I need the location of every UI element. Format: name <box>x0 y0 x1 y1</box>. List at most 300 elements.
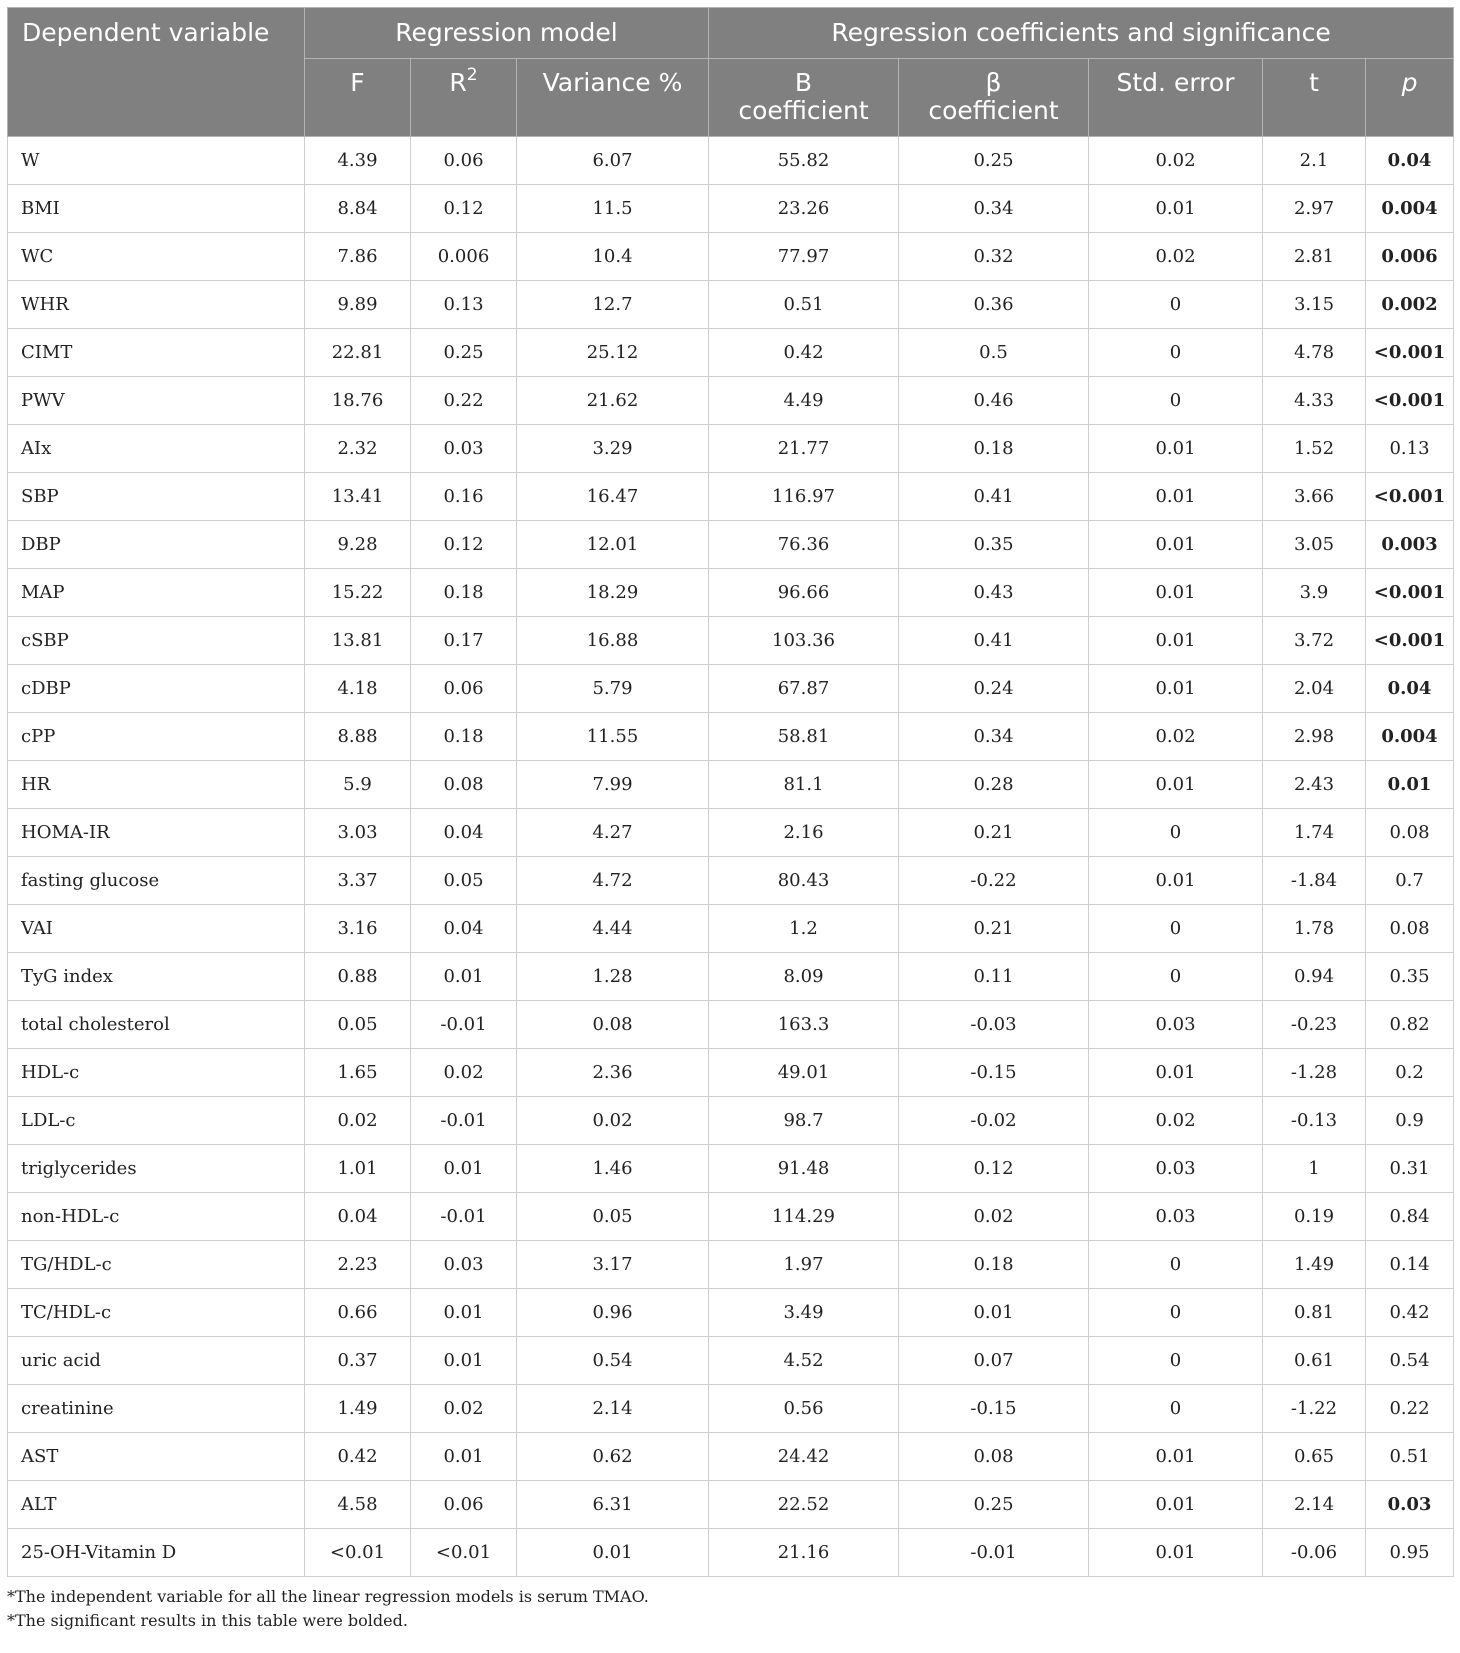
table-row <box>8 857 1454 905</box>
cell-b-coefficient: 0.51 <box>709 281 899 329</box>
table-row <box>8 953 1454 1001</box>
table-row <box>8 425 1454 473</box>
cell-t: -0.13 <box>1263 1097 1366 1145</box>
cell-f: 1.01 <box>305 1145 411 1193</box>
cell-variance: 2.36 <box>517 1049 709 1097</box>
cell-f: 9.28 <box>305 521 411 569</box>
cell-f: 1.65 <box>305 1049 411 1097</box>
header-b-line2: coefficient <box>738 96 869 125</box>
cell-p: 0.2 <box>1366 1049 1454 1097</box>
cell-dependent-variable: AST <box>8 1433 305 1481</box>
cell-dependent-variable: TC/HDL-c <box>8 1289 305 1337</box>
cell-beta-coefficient: 0.11 <box>899 953 1089 1001</box>
cell-beta-coefficient: -0.15 <box>899 1385 1089 1433</box>
cell-beta-coefficient: 0.18 <box>899 425 1089 473</box>
cell-r2: 0.01 <box>411 1337 517 1385</box>
cell-p: 0.13 <box>1366 425 1454 473</box>
cell-variance: 5.79 <box>517 665 709 713</box>
header-b-line1: B <box>794 68 813 97</box>
cell-dependent-variable: WC <box>8 233 305 281</box>
cell-std-error: 0 <box>1089 953 1263 1001</box>
cell-dependent-variable: CIMT <box>8 329 305 377</box>
cell-b-coefficient: 77.97 <box>709 233 899 281</box>
cell-variance: 11.5 <box>517 185 709 233</box>
cell-std-error: 0 <box>1089 329 1263 377</box>
cell-variance: 2.14 <box>517 1385 709 1433</box>
cell-b-coefficient: 49.01 <box>709 1049 899 1097</box>
cell-beta-coefficient: -0.15 <box>899 1049 1089 1097</box>
cell-f: 0.04 <box>305 1193 411 1241</box>
cell-t: 0.19 <box>1263 1193 1366 1241</box>
cell-r2: <0.01 <box>411 1529 517 1577</box>
table-body <box>8 137 1454 1577</box>
cell-std-error: 0.01 <box>1089 521 1263 569</box>
cell-beta-coefficient: 0.34 <box>899 185 1089 233</box>
table-row <box>8 569 1454 617</box>
cell-b-coefficient: 114.29 <box>709 1193 899 1241</box>
cell-std-error: 0 <box>1089 809 1263 857</box>
cell-dependent-variable: HDL-c <box>8 1049 305 1097</box>
table-row <box>8 233 1454 281</box>
cell-r2: 0.12 <box>411 521 517 569</box>
cell-p: 0.08 <box>1366 809 1454 857</box>
footnote-independent-variable: *The independent variable for all the linear regression models is serum TMAO. <box>7 1587 649 1606</box>
cell-beta-coefficient: -0.03 <box>899 1001 1089 1049</box>
cell-f: 18.76 <box>305 377 411 425</box>
header-r2 <box>411 59 517 137</box>
cell-beta-coefficient: 0.24 <box>899 665 1089 713</box>
cell-beta-coefficient: 0.34 <box>899 713 1089 761</box>
header-regression-model: Regression model <box>305 8 709 59</box>
cell-r2: 0.12 <box>411 185 517 233</box>
cell-dependent-variable: PWV <box>8 377 305 425</box>
cell-r2: 0.08 <box>411 761 517 809</box>
cell-p: 0.82 <box>1366 1001 1454 1049</box>
cell-std-error: 0 <box>1089 1241 1263 1289</box>
cell-dependent-variable: MAP <box>8 569 305 617</box>
table-row <box>8 617 1454 665</box>
cell-b-coefficient: 24.42 <box>709 1433 899 1481</box>
cell-r2: 0.01 <box>411 1145 517 1193</box>
table-row <box>8 1145 1454 1193</box>
cell-variance: 18.29 <box>517 569 709 617</box>
cell-t: 0.61 <box>1263 1337 1366 1385</box>
cell-f: 9.89 <box>305 281 411 329</box>
cell-t: -0.06 <box>1263 1529 1366 1577</box>
cell-t: -1.84 <box>1263 857 1366 905</box>
cell-f: 0.02 <box>305 1097 411 1145</box>
cell-std-error: 0 <box>1089 905 1263 953</box>
cell-b-coefficient: 55.82 <box>709 137 899 185</box>
cell-std-error: 0.01 <box>1089 1049 1263 1097</box>
cell-std-error: 0.01 <box>1089 425 1263 473</box>
cell-beta-coefficient: 0.36 <box>899 281 1089 329</box>
table-row <box>8 1193 1454 1241</box>
cell-dependent-variable: VAI <box>8 905 305 953</box>
cell-r2: 0.03 <box>411 425 517 473</box>
cell-p: 0.42 <box>1366 1289 1454 1337</box>
table-row <box>8 1097 1454 1145</box>
cell-p: 0.31 <box>1366 1145 1454 1193</box>
cell-dependent-variable: HOMA-IR <box>8 809 305 857</box>
cell-p: <0.001 <box>1366 569 1454 617</box>
cell-variance: 0.01 <box>517 1529 709 1577</box>
cell-p: 0.006 <box>1366 233 1454 281</box>
cell-std-error: 0.01 <box>1089 761 1263 809</box>
table-row <box>8 377 1454 425</box>
footnote-bolded-results: *The significant results in this table were bolded. <box>7 1611 408 1630</box>
cell-variance: 0.02 <box>517 1097 709 1145</box>
cell-t: 0.65 <box>1263 1433 1366 1481</box>
cell-std-error: 0.01 <box>1089 1481 1263 1529</box>
cell-variance: 0.54 <box>517 1337 709 1385</box>
cell-variance: 3.29 <box>517 425 709 473</box>
cell-b-coefficient: 1.97 <box>709 1241 899 1289</box>
cell-variance: 6.31 <box>517 1481 709 1529</box>
cell-dependent-variable: 25-OH-Vitamin D <box>8 1529 305 1577</box>
cell-beta-coefficient: 0.32 <box>899 233 1089 281</box>
cell-dependent-variable: HR <box>8 761 305 809</box>
cell-variance: 10.4 <box>517 233 709 281</box>
cell-std-error: 0.01 <box>1089 665 1263 713</box>
cell-beta-coefficient: 0.25 <box>899 137 1089 185</box>
table-row <box>8 1337 1454 1385</box>
header-r2-base: R <box>449 68 467 97</box>
cell-std-error: 0 <box>1089 281 1263 329</box>
cell-dependent-variable: creatinine <box>8 1385 305 1433</box>
cell-b-coefficient: 80.43 <box>709 857 899 905</box>
header-p <box>1366 59 1454 137</box>
cell-t: 2.43 <box>1263 761 1366 809</box>
cell-b-coefficient: 67.87 <box>709 665 899 713</box>
cell-variance: 0.08 <box>517 1001 709 1049</box>
cell-beta-coefficient: 0.25 <box>899 1481 1089 1529</box>
cell-f: 3.37 <box>305 857 411 905</box>
cell-t: 2.97 <box>1263 185 1366 233</box>
cell-t: 1.49 <box>1263 1241 1366 1289</box>
cell-r2: 0.18 <box>411 713 517 761</box>
cell-beta-coefficient: 0.28 <box>899 761 1089 809</box>
table-row <box>8 1241 1454 1289</box>
cell-b-coefficient: 22.52 <box>709 1481 899 1529</box>
cell-t: 0.81 <box>1263 1289 1366 1337</box>
header-b-coefficient <box>709 59 899 137</box>
cell-p: 0.51 <box>1366 1433 1454 1481</box>
cell-std-error: 0.01 <box>1089 569 1263 617</box>
cell-variance: 11.55 <box>517 713 709 761</box>
header-variance: Variance % <box>517 59 709 137</box>
cell-dependent-variable: SBP <box>8 473 305 521</box>
table-row <box>8 281 1454 329</box>
cell-p: 0.003 <box>1366 521 1454 569</box>
cell-beta-coefficient: 0.41 <box>899 617 1089 665</box>
cell-variance: 25.12 <box>517 329 709 377</box>
cell-std-error: 0.01 <box>1089 617 1263 665</box>
cell-t: -0.23 <box>1263 1001 1366 1049</box>
cell-r2: 0.04 <box>411 809 517 857</box>
cell-t: 2.98 <box>1263 713 1366 761</box>
table-row <box>8 1001 1454 1049</box>
cell-f: 0.42 <box>305 1433 411 1481</box>
cell-f: 2.32 <box>305 425 411 473</box>
cell-b-coefficient: 1.2 <box>709 905 899 953</box>
cell-p: 0.95 <box>1366 1529 1454 1577</box>
cell-variance: 4.27 <box>517 809 709 857</box>
cell-r2: -0.01 <box>411 1001 517 1049</box>
header-beta-coefficient <box>899 59 1089 137</box>
cell-beta-coefficient: 0.02 <box>899 1193 1089 1241</box>
cell-f: <0.01 <box>305 1529 411 1577</box>
cell-beta-coefficient: 0.5 <box>899 329 1089 377</box>
regression-table <box>7 7 1454 1577</box>
cell-f: 0.88 <box>305 953 411 1001</box>
cell-dependent-variable: BMI <box>8 185 305 233</box>
cell-r2: 0.006 <box>411 233 517 281</box>
cell-variance: 16.88 <box>517 617 709 665</box>
cell-variance: 7.99 <box>517 761 709 809</box>
cell-beta-coefficient: -0.22 <box>899 857 1089 905</box>
cell-r2: 0.01 <box>411 1289 517 1337</box>
cell-beta-coefficient: 0.35 <box>899 521 1089 569</box>
table-row <box>8 809 1454 857</box>
cell-std-error: 0.01 <box>1089 473 1263 521</box>
cell-f: 3.03 <box>305 809 411 857</box>
cell-t: 2.04 <box>1263 665 1366 713</box>
cell-p: 0.54 <box>1366 1337 1454 1385</box>
cell-std-error: 0 <box>1089 1337 1263 1385</box>
cell-std-error: 0.01 <box>1089 857 1263 905</box>
header-beta-line1: β <box>985 68 1002 97</box>
cell-variance: 4.44 <box>517 905 709 953</box>
cell-r2: 0.03 <box>411 1241 517 1289</box>
cell-f: 3.16 <box>305 905 411 953</box>
cell-r2: 0.02 <box>411 1049 517 1097</box>
cell-std-error: 0.01 <box>1089 185 1263 233</box>
cell-beta-coefficient: 0.21 <box>899 905 1089 953</box>
cell-dependent-variable: non-HDL-c <box>8 1193 305 1241</box>
table-header <box>8 8 1454 137</box>
table-row <box>8 761 1454 809</box>
cell-f: 5.9 <box>305 761 411 809</box>
cell-f: 22.81 <box>305 329 411 377</box>
cell-variance: 1.46 <box>517 1145 709 1193</box>
cell-b-coefficient: 81.1 <box>709 761 899 809</box>
cell-p: 0.04 <box>1366 665 1454 713</box>
cell-b-coefficient: 2.16 <box>709 809 899 857</box>
table-row <box>8 1481 1454 1529</box>
table-row <box>8 1529 1454 1577</box>
cell-f: 8.88 <box>305 713 411 761</box>
cell-r2: 0.01 <box>411 1433 517 1481</box>
cell-r2: 0.17 <box>411 617 517 665</box>
regression-table-container <box>7 7 1453 1633</box>
cell-dependent-variable: DBP <box>8 521 305 569</box>
cell-f: 13.41 <box>305 473 411 521</box>
cell-p: 0.03 <box>1366 1481 1454 1529</box>
cell-b-coefficient: 21.16 <box>709 1529 899 1577</box>
cell-dependent-variable: cSBP <box>8 617 305 665</box>
cell-dependent-variable: total cholesterol <box>8 1001 305 1049</box>
cell-variance: 3.17 <box>517 1241 709 1289</box>
cell-variance: 16.47 <box>517 473 709 521</box>
cell-beta-coefficient: 0.21 <box>899 809 1089 857</box>
table-row <box>8 1289 1454 1337</box>
cell-t: 1 <box>1263 1145 1366 1193</box>
cell-variance: 1.28 <box>517 953 709 1001</box>
cell-f: 15.22 <box>305 569 411 617</box>
cell-p: <0.001 <box>1366 377 1454 425</box>
cell-std-error: 0.02 <box>1089 137 1263 185</box>
cell-dependent-variable: triglycerides <box>8 1145 305 1193</box>
cell-variance: 12.7 <box>517 281 709 329</box>
cell-dependent-variable: WHR <box>8 281 305 329</box>
cell-r2: 0.06 <box>411 1481 517 1529</box>
cell-variance: 21.62 <box>517 377 709 425</box>
cell-variance: 12.01 <box>517 521 709 569</box>
table-row <box>8 1433 1454 1481</box>
cell-std-error: 0 <box>1089 1385 1263 1433</box>
cell-dependent-variable: ALT <box>8 1481 305 1529</box>
cell-dependent-variable: uric acid <box>8 1337 305 1385</box>
cell-beta-coefficient: 0.01 <box>899 1289 1089 1337</box>
cell-std-error: 0.03 <box>1089 1193 1263 1241</box>
header-t: t <box>1263 59 1366 137</box>
table-row <box>8 185 1454 233</box>
table-row <box>8 329 1454 377</box>
cell-b-coefficient: 23.26 <box>709 185 899 233</box>
cell-t: 3.66 <box>1263 473 1366 521</box>
header-std-error: Std. error <box>1089 59 1263 137</box>
table-row <box>8 521 1454 569</box>
cell-beta-coefficient: -0.01 <box>899 1529 1089 1577</box>
cell-r2: 0.25 <box>411 329 517 377</box>
header-r2-sup: 2 <box>466 65 478 85</box>
cell-p: <0.001 <box>1366 617 1454 665</box>
cell-t: 4.33 <box>1263 377 1366 425</box>
cell-b-coefficient: 21.77 <box>709 425 899 473</box>
cell-std-error: 0.02 <box>1089 233 1263 281</box>
cell-f: 4.39 <box>305 137 411 185</box>
cell-b-coefficient: 4.52 <box>709 1337 899 1385</box>
cell-p: 0.01 <box>1366 761 1454 809</box>
cell-t: 1.78 <box>1263 905 1366 953</box>
table-row <box>8 713 1454 761</box>
cell-p: 0.004 <box>1366 185 1454 233</box>
table-row <box>8 473 1454 521</box>
cell-t: 3.05 <box>1263 521 1366 569</box>
cell-variance: 6.07 <box>517 137 709 185</box>
cell-b-coefficient: 96.66 <box>709 569 899 617</box>
table-row <box>8 905 1454 953</box>
cell-std-error: 0.01 <box>1089 1529 1263 1577</box>
cell-b-coefficient: 58.81 <box>709 713 899 761</box>
cell-p: 0.84 <box>1366 1193 1454 1241</box>
cell-std-error: 0.03 <box>1089 1001 1263 1049</box>
cell-t: -1.28 <box>1263 1049 1366 1097</box>
cell-t: 0.94 <box>1263 953 1366 1001</box>
cell-b-coefficient: 116.97 <box>709 473 899 521</box>
cell-beta-coefficient: 0.18 <box>899 1241 1089 1289</box>
cell-beta-coefficient: 0.41 <box>899 473 1089 521</box>
cell-r2: 0.02 <box>411 1385 517 1433</box>
cell-std-error: 0.02 <box>1089 1097 1263 1145</box>
cell-beta-coefficient: 0.12 <box>899 1145 1089 1193</box>
cell-p: <0.001 <box>1366 473 1454 521</box>
cell-variance: 4.72 <box>517 857 709 905</box>
cell-r2: 0.04 <box>411 905 517 953</box>
cell-f: 7.86 <box>305 233 411 281</box>
cell-b-coefficient: 98.7 <box>709 1097 899 1145</box>
cell-f: 2.23 <box>305 1241 411 1289</box>
cell-t: 2.1 <box>1263 137 1366 185</box>
cell-p: 0.04 <box>1366 137 1454 185</box>
cell-r2: -0.01 <box>411 1193 517 1241</box>
cell-b-coefficient: 0.56 <box>709 1385 899 1433</box>
cell-f: 13.81 <box>305 617 411 665</box>
cell-r2: 0.13 <box>411 281 517 329</box>
table-row <box>8 1049 1454 1097</box>
cell-b-coefficient: 8.09 <box>709 953 899 1001</box>
cell-beta-coefficient: 0.46 <box>899 377 1089 425</box>
cell-f: 0.37 <box>305 1337 411 1385</box>
cell-p: <0.001 <box>1366 329 1454 377</box>
cell-t: 2.81 <box>1263 233 1366 281</box>
cell-b-coefficient: 91.48 <box>709 1145 899 1193</box>
cell-std-error: 0.03 <box>1089 1145 1263 1193</box>
cell-b-coefficient: 103.36 <box>709 617 899 665</box>
cell-t: 4.78 <box>1263 329 1366 377</box>
table-row <box>8 665 1454 713</box>
cell-b-coefficient: 4.49 <box>709 377 899 425</box>
footnotes <box>7 1585 1453 1633</box>
cell-beta-coefficient: -0.02 <box>899 1097 1089 1145</box>
cell-variance: 0.96 <box>517 1289 709 1337</box>
cell-f: 8.84 <box>305 185 411 233</box>
cell-p: 0.7 <box>1366 857 1454 905</box>
cell-dependent-variable: cDBP <box>8 665 305 713</box>
cell-p: 0.9 <box>1366 1097 1454 1145</box>
cell-variance: 0.62 <box>517 1433 709 1481</box>
table-row <box>8 137 1454 185</box>
cell-beta-coefficient: 0.43 <box>899 569 1089 617</box>
cell-dependent-variable: AIx <box>8 425 305 473</box>
cell-t: 1.74 <box>1263 809 1366 857</box>
cell-dependent-variable: cPP <box>8 713 305 761</box>
cell-b-coefficient: 3.49 <box>709 1289 899 1337</box>
cell-p: 0.22 <box>1366 1385 1454 1433</box>
header-dependent-variable: Dependent variable <box>8 8 305 137</box>
cell-r2: 0.05 <box>411 857 517 905</box>
cell-t: -1.22 <box>1263 1385 1366 1433</box>
cell-b-coefficient: 163.3 <box>709 1001 899 1049</box>
cell-f: 1.49 <box>305 1385 411 1433</box>
cell-r2: 0.01 <box>411 953 517 1001</box>
cell-std-error: 0 <box>1089 1289 1263 1337</box>
cell-p: 0.14 <box>1366 1241 1454 1289</box>
cell-dependent-variable: W <box>8 137 305 185</box>
cell-f: 4.58 <box>305 1481 411 1529</box>
cell-r2: 0.06 <box>411 137 517 185</box>
cell-f: 0.66 <box>305 1289 411 1337</box>
cell-p: 0.004 <box>1366 713 1454 761</box>
header-coefficients-group: Regression coefficients and significance <box>709 8 1454 59</box>
cell-r2: 0.18 <box>411 569 517 617</box>
cell-std-error: 0.02 <box>1089 713 1263 761</box>
cell-t: 3.72 <box>1263 617 1366 665</box>
cell-r2: 0.06 <box>411 665 517 713</box>
cell-t: 3.15 <box>1263 281 1366 329</box>
cell-r2: -0.01 <box>411 1097 517 1145</box>
